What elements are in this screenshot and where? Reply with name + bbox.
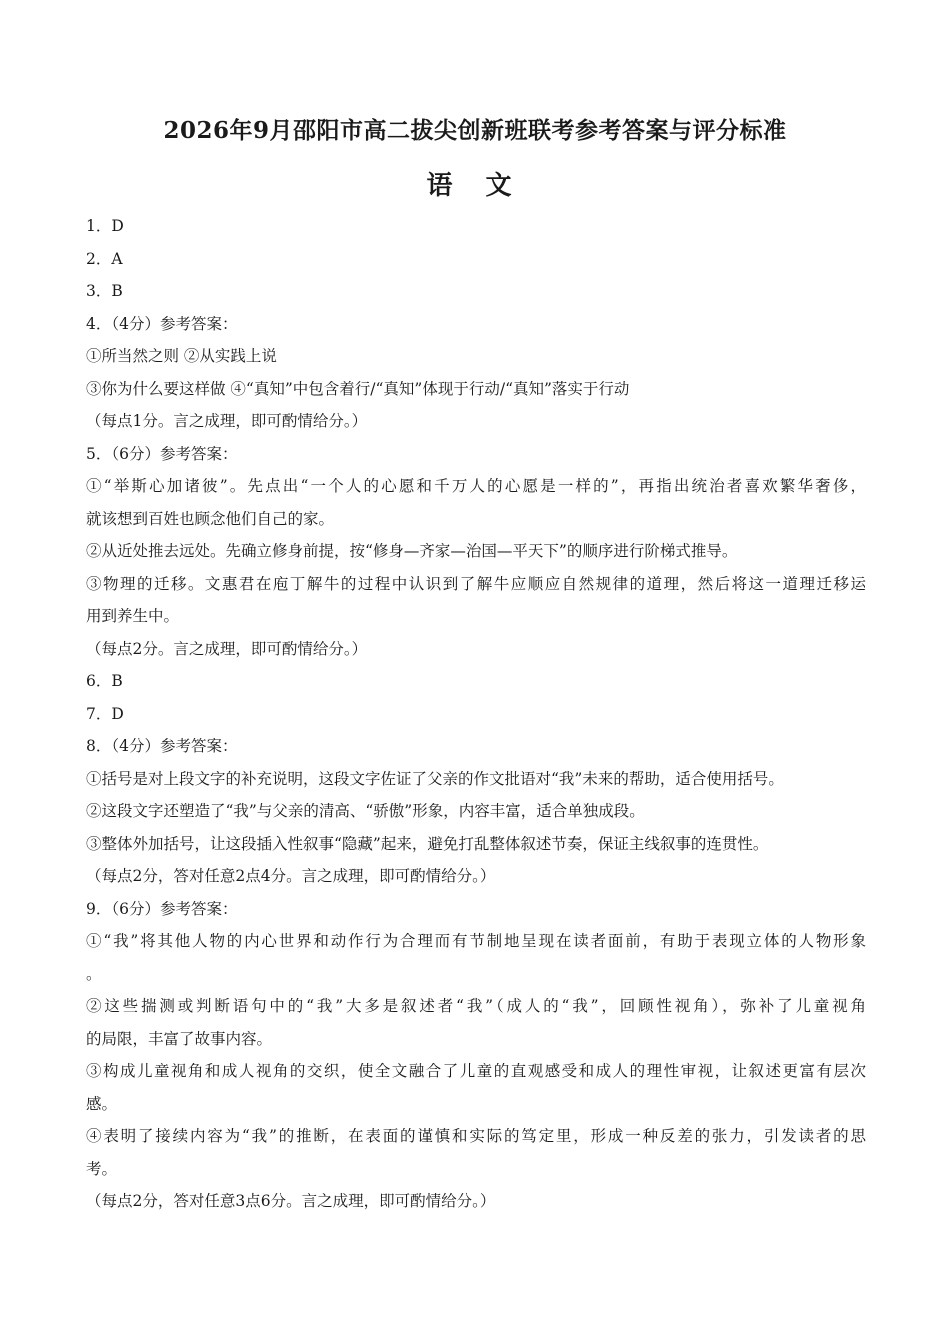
answer-line: （每点2分。言之成理，即可酌情给分。） — [86, 639, 368, 658]
answer-line: 。 — [86, 964, 102, 983]
answer-line: ②从近处推去远处。先确立修身前提，按“修身—齐家—治国—平天下”的顺序进行阶梯式推导。 — [86, 542, 738, 560]
answer-line: （每点2分，答对任意2点4分。言之成理，即可酌情给分。） — [86, 867, 496, 885]
answer-line: ②这段文字还塑造了“我”与父亲的清高、“骄傲”形象，内容丰富，适合单独成段。 — [86, 802, 645, 820]
answer-line: ①括号是对上段文字的补充说明，这段文字佐证了父亲的作文批语对“我”未来的帮助，适合使用括号。 — [86, 769, 784, 788]
answer-line: ①“我”将其他人物的内心世界和动作行为合理而有节制地呈现在读者面前，有助于表现立体的人物形象 — [86, 932, 866, 950]
answer-line: 4．（4分）参考答案： — [86, 314, 238, 333]
answer-line: ④表明了接续内容为“我”的推断，在表面的谨慎和实际的笃定里，形成一种反差的张力，引发读者的思 — [86, 1127, 866, 1145]
answer-line: ③物理的迁移。文惠君在庖丁解牛的过程中认识到了解牛应顺应自然规律的道理，然后将这一道理迁移运 — [86, 574, 866, 593]
answer-line: （每点1分。言之成理，即可酌情给分。） — [86, 412, 368, 430]
answer-line: 8．（4分）参考答案： — [86, 737, 238, 755]
answer-line: 1．D — [86, 217, 124, 235]
answer-line: ②这些揣测或判断语句中的“我”大多是叙述者“我”（成人的“我”，回顾性视角），弥补了儿童视角 — [86, 997, 866, 1015]
answer-line: 的局限，丰富了故事内容。 — [86, 1029, 273, 1048]
answer-line: 3．B — [86, 282, 123, 300]
answer-line: （每点2分，答对任意3点6分。言之成理，即可酌情给分。） — [86, 1192, 496, 1210]
answer-line: 考。 — [86, 1159, 118, 1178]
answer-line: 5．（6分）参考答案： — [86, 444, 238, 463]
answer-line: 2．A — [86, 249, 123, 268]
answer-line: ①“举斯心加诸彼”。先点出“一个人的心愿和千万人的心愿是一样的”，再指出统治者喜欢繁华奢侈， — [86, 477, 866, 495]
answer-line: ③整体外加括号，让这段插入性叙事“隐藏”起来，避免打乱整体叙述节奏，保证主线叙事的连贯性。 — [86, 834, 769, 853]
answer-line: ①所当然之则 ②从实践上说 — [86, 347, 277, 365]
answer-line: 用到养生中。 — [86, 607, 180, 625]
subject-heading: 语 文 — [426, 171, 524, 201]
document-title: 2026年9月邵阳市高二拔尖创新班联考参考答案与评分标准 — [163, 117, 787, 144]
answer-line: ③构成儿童视角和成人视角的交织，使全文融合了儿童的直观感受和成人的理性审视，让叙述更富有层次 — [86, 1062, 866, 1080]
answer-line: 7．D — [86, 704, 124, 723]
answer-line: ③你为什么要这样做 ④“真知”中包含着行/“真知”体现于行动/“真知”落实于行动 — [86, 379, 630, 398]
answer-line: 感。 — [86, 1094, 118, 1113]
answer-line: 就该想到百姓也顾念他们自己的家。 — [86, 509, 335, 528]
answer-content — [86, 210, 866, 1218]
answer-line: 6．B — [86, 672, 123, 690]
answer-line: 9．（6分）参考答案： — [86, 899, 238, 918]
